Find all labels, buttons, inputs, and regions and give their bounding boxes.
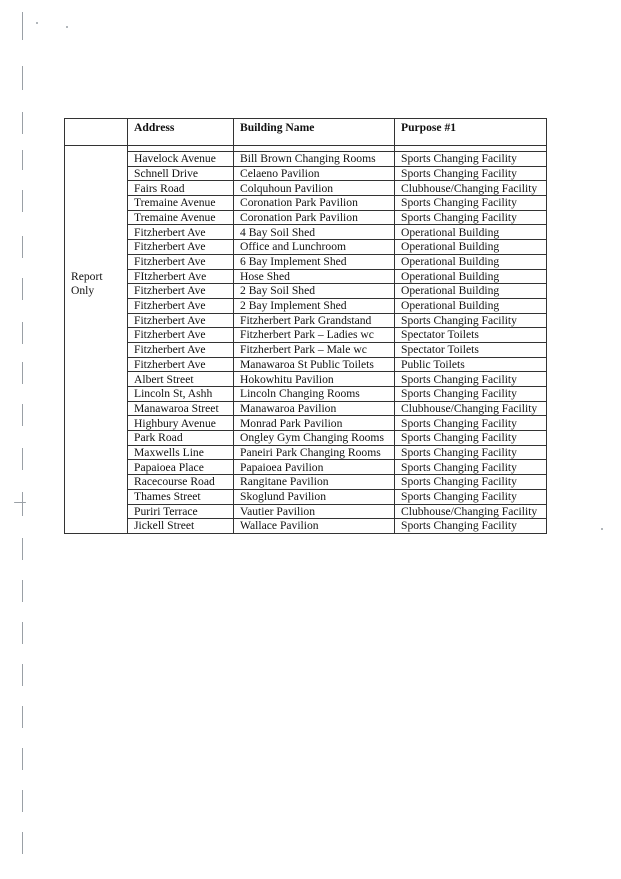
building-name-cell: Coronation Park Pavilion <box>234 196 395 211</box>
address-cell: Racecourse Road <box>128 475 234 490</box>
purpose-cell: Sports Changing Facility <box>395 416 547 431</box>
note-cell <box>65 401 128 416</box>
note-cell <box>65 181 128 196</box>
building-name-cell: Paneiri Park Changing Rooms <box>234 445 395 460</box>
scan-margin-mark <box>22 322 23 344</box>
purpose-cell: Sports Changing Facility <box>395 313 547 328</box>
table-row <box>65 166 547 181</box>
purpose-cell: Clubhouse/Changing Facility <box>395 401 547 416</box>
note-cell <box>65 225 128 240</box>
address-cell: Manawaroa Street <box>128 401 234 416</box>
column-header-building-name: Building Name <box>234 119 395 146</box>
table-row <box>65 181 547 196</box>
purpose-cell: Clubhouse/Changing Facility <box>395 181 547 196</box>
scan-margin-mark <box>22 150 23 170</box>
building-name-cell: Vautier Pavilion <box>234 504 395 519</box>
building-name-cell: Hokowhitu Pavilion <box>234 372 395 387</box>
note-cell <box>65 489 128 504</box>
building-name-cell: 6 Bay Implement Shed <box>234 254 395 269</box>
building-name-cell: 2 Bay Implement Shed <box>234 298 395 313</box>
purpose-cell: Sports Changing Facility <box>395 475 547 490</box>
note-cell <box>65 445 128 460</box>
purpose-cell: Sports Changing Facility <box>395 519 547 534</box>
purpose-cell: Operational Building <box>395 269 547 284</box>
building-name-cell: Office and Lunchroom <box>234 240 395 255</box>
table-row <box>65 269 547 284</box>
scan-margin-mark <box>22 404 23 426</box>
table-row <box>65 475 547 490</box>
table-row <box>65 254 547 269</box>
scan-margin-mark <box>22 538 23 560</box>
note-cell <box>65 460 128 475</box>
address-cell: Jickell Street <box>128 519 234 534</box>
scan-speck <box>66 26 68 28</box>
table-header-row <box>65 119 547 146</box>
note-cell <box>65 298 128 313</box>
table-row <box>65 298 547 313</box>
table-row <box>65 328 547 343</box>
address-cell: Fitzherbert Ave <box>128 240 234 255</box>
scan-margin-mark <box>22 362 23 384</box>
scan-margin-mark <box>22 580 23 602</box>
building-name-cell: Fitzherbert Park Grandstand <box>234 313 395 328</box>
address-cell: Schnell Drive <box>128 166 234 181</box>
purpose-cell: Operational Building <box>395 298 547 313</box>
building-name-cell: Papaioea Pavilion <box>234 460 395 475</box>
scan-speck <box>36 22 38 24</box>
scan-margin-mark <box>22 448 23 470</box>
column-header-purpose: Purpose #1 <box>395 119 547 146</box>
purpose-cell: Sports Changing Facility <box>395 431 547 446</box>
purpose-cell: Sports Changing Facility <box>395 445 547 460</box>
purpose-cell: Sports Changing Facility <box>395 196 547 211</box>
address-cell: Papaioea Place <box>128 460 234 475</box>
table-row <box>65 240 547 255</box>
table-row <box>65 401 547 416</box>
note-cell <box>65 342 128 357</box>
table-row <box>65 387 547 402</box>
building-name-cell: Celaeno Pavilion <box>234 166 395 181</box>
scan-margin-mark <box>22 278 23 300</box>
purpose-cell: Public Toilets <box>395 357 547 372</box>
table-row <box>65 431 547 446</box>
purpose-cell: Sports Changing Facility <box>395 460 547 475</box>
note-cell <box>65 519 128 534</box>
address-cell: Havelock Avenue <box>128 152 234 167</box>
scan-margin-mark <box>22 790 23 812</box>
note-cell <box>65 504 128 519</box>
table-body <box>65 146 547 534</box>
building-name-cell: Colquhoun Pavilion <box>234 181 395 196</box>
note-cell <box>65 152 128 167</box>
building-name-cell: Manawaroa St Public Toilets <box>234 357 395 372</box>
building-name-cell: Wallace Pavilion <box>234 519 395 534</box>
building-name-cell: Lincoln Changing Rooms <box>234 387 395 402</box>
address-cell: Fitzherbert Ave <box>128 284 234 299</box>
purpose-cell: Sports Changing Facility <box>395 489 547 504</box>
column-header-address: Address <box>128 119 234 146</box>
table-row <box>65 152 547 167</box>
address-cell: Park Road <box>128 431 234 446</box>
note-cell <box>65 166 128 181</box>
purpose-cell: Sports Changing Facility <box>395 166 547 181</box>
address-cell: Maxwells Line <box>128 445 234 460</box>
building-name-cell: Fitzherbert Park – Ladies wc <box>234 328 395 343</box>
table-row <box>65 504 547 519</box>
table-row <box>65 313 547 328</box>
address-cell: Thames Street <box>128 489 234 504</box>
scan-margin-mark <box>22 748 23 770</box>
note-cell <box>65 431 128 446</box>
building-name-cell: Monrad Park Pavilion <box>234 416 395 431</box>
address-cell: Tremaine Avenue <box>128 196 234 211</box>
address-cell: Albert Street <box>128 372 234 387</box>
address-cell: Fitzherbert Ave <box>128 357 234 372</box>
building-name-cell: Coronation Park Pavilion <box>234 210 395 225</box>
table-row <box>65 372 547 387</box>
address-cell: Fitzherbert Ave <box>128 313 234 328</box>
table-row <box>65 284 547 299</box>
scan-margin-mark <box>22 12 23 40</box>
note-cell <box>65 196 128 211</box>
address-cell: Highbury Avenue <box>128 416 234 431</box>
scan-margin-mark <box>22 706 23 728</box>
table-row <box>65 342 547 357</box>
note-cell: Only <box>65 284 128 299</box>
scan-margin-mark <box>22 492 23 516</box>
building-name-cell: Ongley Gym Changing Rooms <box>234 431 395 446</box>
building-register-table <box>64 118 547 534</box>
scan-margin-mark <box>22 236 23 258</box>
building-name-cell: Bill Brown Changing Rooms <box>234 152 395 167</box>
column-header-note <box>65 119 128 146</box>
address-cell: Fitzherbert Ave <box>128 328 234 343</box>
building-name-cell: Manawaroa Pavilion <box>234 401 395 416</box>
note-cell <box>65 240 128 255</box>
address-cell: Fairs Road <box>128 181 234 196</box>
purpose-cell: Sports Changing Facility <box>395 387 547 402</box>
address-cell: Puriri Terrace <box>128 504 234 519</box>
table-row <box>65 489 547 504</box>
address-cell: Fitzherbert Ave <box>128 225 234 240</box>
table-row <box>65 416 547 431</box>
note-cell <box>65 372 128 387</box>
note-cell <box>65 416 128 431</box>
scan-speck <box>14 502 26 503</box>
note-cell <box>65 475 128 490</box>
purpose-cell: Operational Building <box>395 225 547 240</box>
address-cell: Fitzherbert Ave <box>128 298 234 313</box>
purpose-cell: Spectator Toilets <box>395 342 547 357</box>
purpose-cell: Sports Changing Facility <box>395 210 547 225</box>
address-cell: Fitzherbert Ave <box>128 342 234 357</box>
scan-margin-mark <box>22 66 23 90</box>
address-cell: FItzherbert Ave <box>128 269 234 284</box>
note-cell: Report <box>65 269 128 284</box>
note-cell <box>65 357 128 372</box>
table-row <box>65 519 547 534</box>
table-row <box>65 196 547 211</box>
table-row <box>65 445 547 460</box>
address-cell: Lincoln St, Ashh <box>128 387 234 402</box>
purpose-cell: Operational Building <box>395 284 547 299</box>
note-cell <box>65 387 128 402</box>
purpose-cell: Spectator Toilets <box>395 328 547 343</box>
purpose-cell: Clubhouse/Changing Facility <box>395 504 547 519</box>
scan-margin-mark <box>22 190 23 212</box>
note-cell <box>65 328 128 343</box>
note-cell <box>65 254 128 269</box>
building-name-cell: 4 Bay Soil Shed <box>234 225 395 240</box>
building-name-cell: Hose Shed <box>234 269 395 284</box>
purpose-cell: Operational Building <box>395 254 547 269</box>
scan-margin-mark <box>22 832 23 854</box>
scan-margin-mark <box>22 112 23 134</box>
table-row <box>65 460 547 475</box>
purpose-cell: Sports Changing Facility <box>395 152 547 167</box>
address-cell: Tremaine Avenue <box>128 210 234 225</box>
note-cell <box>65 313 128 328</box>
address-cell: Fitzherbert Ave <box>128 254 234 269</box>
table-row <box>65 225 547 240</box>
scan-margin-mark <box>22 622 23 644</box>
building-name-cell: Rangitane Pavilion <box>234 475 395 490</box>
building-name-cell: Skoglund Pavilion <box>234 489 395 504</box>
building-name-cell: 2 Bay Soil Shed <box>234 284 395 299</box>
building-name-cell: Fitzherbert Park – Male wc <box>234 342 395 357</box>
note-cell <box>65 210 128 225</box>
table-row <box>65 210 547 225</box>
scan-margin-mark <box>22 664 23 686</box>
purpose-cell: Sports Changing Facility <box>395 372 547 387</box>
scan-speck <box>601 528 603 530</box>
table-row <box>65 357 547 372</box>
purpose-cell: Operational Building <box>395 240 547 255</box>
